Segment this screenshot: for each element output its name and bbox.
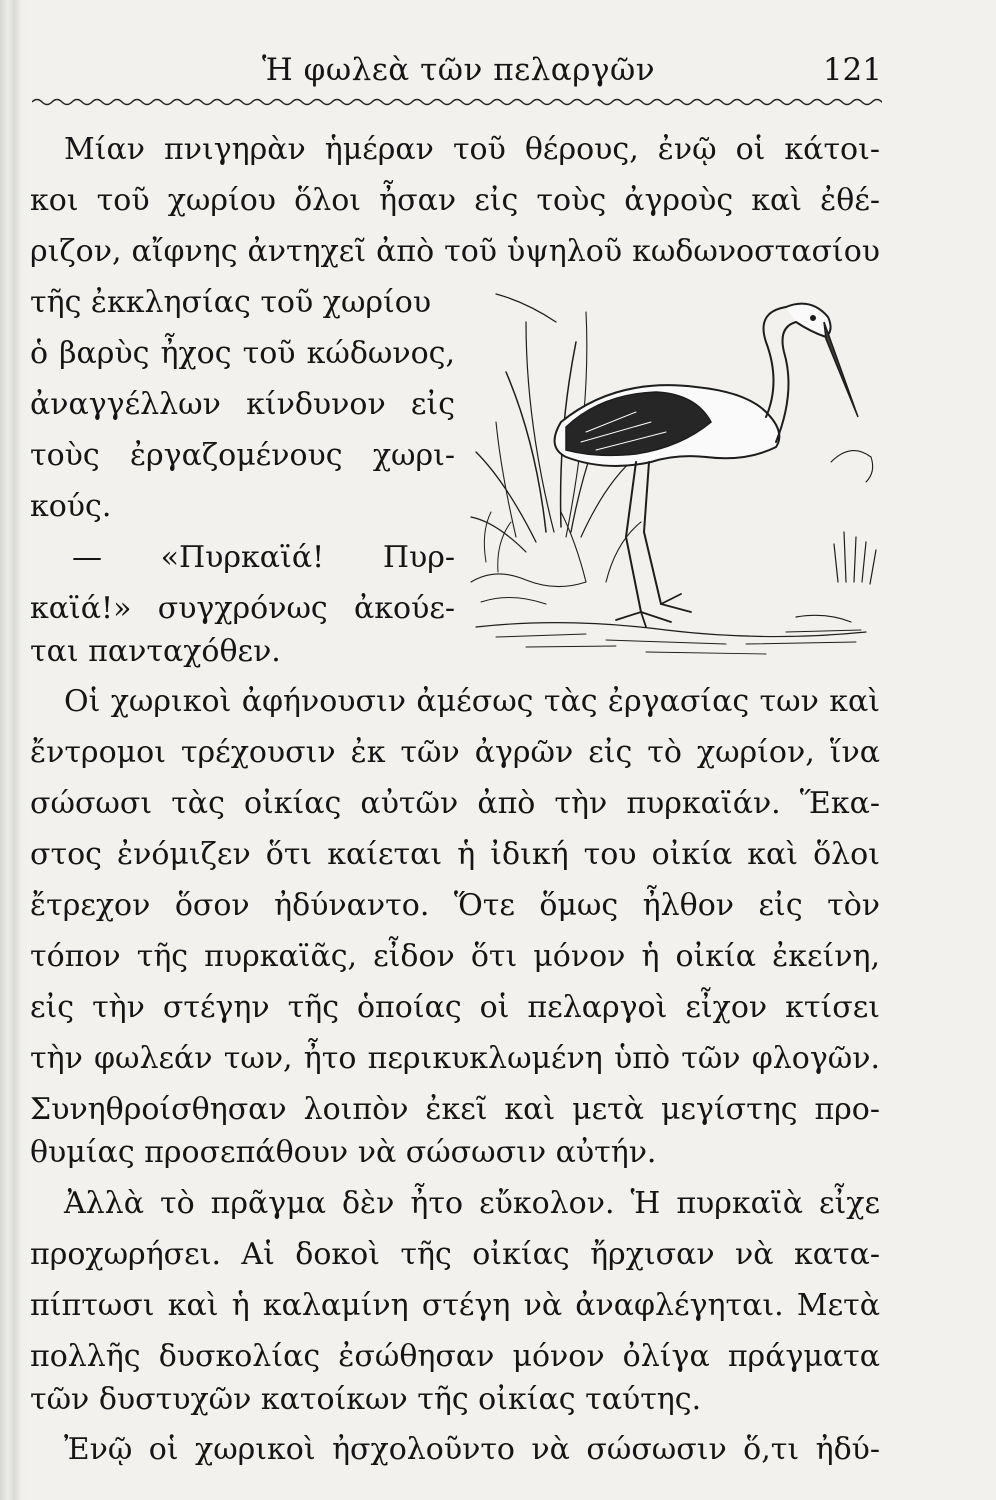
text-line: ται πανταχόθεν.: [30, 634, 281, 669]
text-line: σώσωσι τὰς οἰκίας αὐτῶν ἀπὸ τὴν πυρκαϊάν. Ἕκα-: [30, 786, 880, 821]
stork-illustration-icon: [466, 282, 882, 658]
text-line: Μίαν πνιγηρὰν ἡμέραν τοῦ θέρους, ἐνῷ οἱ κάτοι-: [64, 132, 880, 167]
wavy-rule: [32, 96, 882, 108]
text-line: — «Πυρκαϊά! Πυρ-: [72, 540, 455, 575]
text-line: πίπτωσι καὶ ἡ καλαμίνη στέγη νὰ ἀναφλέγηται. Μετὰ: [30, 1288, 880, 1323]
page-binding-edge: [0, 0, 30, 1500]
text-line: τοὺς ἐργαζομένους χωρι-: [30, 438, 455, 473]
text-line: ἀναγγέλλων κίνδυνον εἰς: [30, 387, 455, 422]
text-line: κούς.: [30, 489, 112, 524]
text-line: καϊά!» συγχρόνως ἀκούε-: [30, 591, 455, 626]
text-line: τὴν φωλεάν των, ἦτο περικυκλωμένη ὑπὸ τῶν φλογῶν.: [30, 1041, 880, 1076]
text-line: Ἐνῷ οἱ χωρικοὶ ἠσχολοῦντο νὰ σώσωσιν ὅ,τι ἠδύ-: [64, 1432, 880, 1467]
text-line: Ἀλλὰ τὸ πρᾶγμα δὲν ἦτο εὔκολον. Ἡ πυρκαϊὰ εἶχε: [64, 1186, 880, 1221]
page-number: 121: [822, 52, 882, 88]
text-line: ριζον, αἴφνης ἀντηχεῖ ἀπὸ τοῦ ὑψηλοῦ κωδωνοστασίου: [30, 234, 880, 269]
text-line: ἔντρομοι τρέχουσιν ἐκ τῶν ἀγρῶν εἰς τὸ χωρίον, ἵνα: [30, 735, 880, 770]
text-line: κοι τοῦ χωρίου ὅλοι ἦσαν εἰς τοὺς ἀγροὺς καὶ ἐθέ-: [30, 183, 880, 218]
text-line: ἔτρεχον ὅσον ἠδύναντο. Ὅτε ὅμως ἦλθον εἰς τὸν: [30, 888, 880, 923]
running-title: Ἡ φωλεὰ τῶν πελαργῶν: [262, 52, 656, 88]
page-header: [0, 52, 996, 100]
text-line: τῆς ἐκκλησίας τοῦ χωρίου: [30, 285, 432, 320]
text-line: θυμίας προσεπάθουν νὰ σώσωσιν αὐτήν.: [30, 1135, 657, 1170]
text-line: Συνηθροίσθησαν λοιπὸν ἐκεῖ καὶ μετὰ μεγίστης προ-: [30, 1092, 880, 1127]
text-line: εἰς τὴν στέγην τῆς ὁποίας οἱ πελαργοὶ εἶχον κτίσει: [30, 990, 880, 1025]
text-line: τόπον τῆς πυρκαϊᾶς, εἶδον ὅτι μόνον ἡ οἰκία ἐκείνη,: [30, 939, 880, 974]
text-line: στος ἐνόμιζεν ὅτι καίεται ἡ ἰδική του οἰκία καὶ ὅλοι: [30, 837, 880, 872]
text-line: ὁ βαρὺς ἦχος τοῦ κώδωνος,: [30, 336, 455, 371]
text-line: πολλῆς δυσκολίας ἐσώθησαν μόνον ὀλίγα πράγματα: [30, 1339, 880, 1374]
text-line: Οἱ χωρικοὶ ἀφήνουσιν ἀμέσως τὰς ἐργασίας των καὶ: [64, 684, 880, 719]
text-line: τῶν δυστυχῶν κατοίκων τῆς οἰκίας ταύτης.: [30, 1382, 702, 1417]
text-line: προχωρήσει. Αἱ δοκοὶ τῆς οἰκίας ἤρχισαν νὰ κατα-: [30, 1237, 880, 1272]
